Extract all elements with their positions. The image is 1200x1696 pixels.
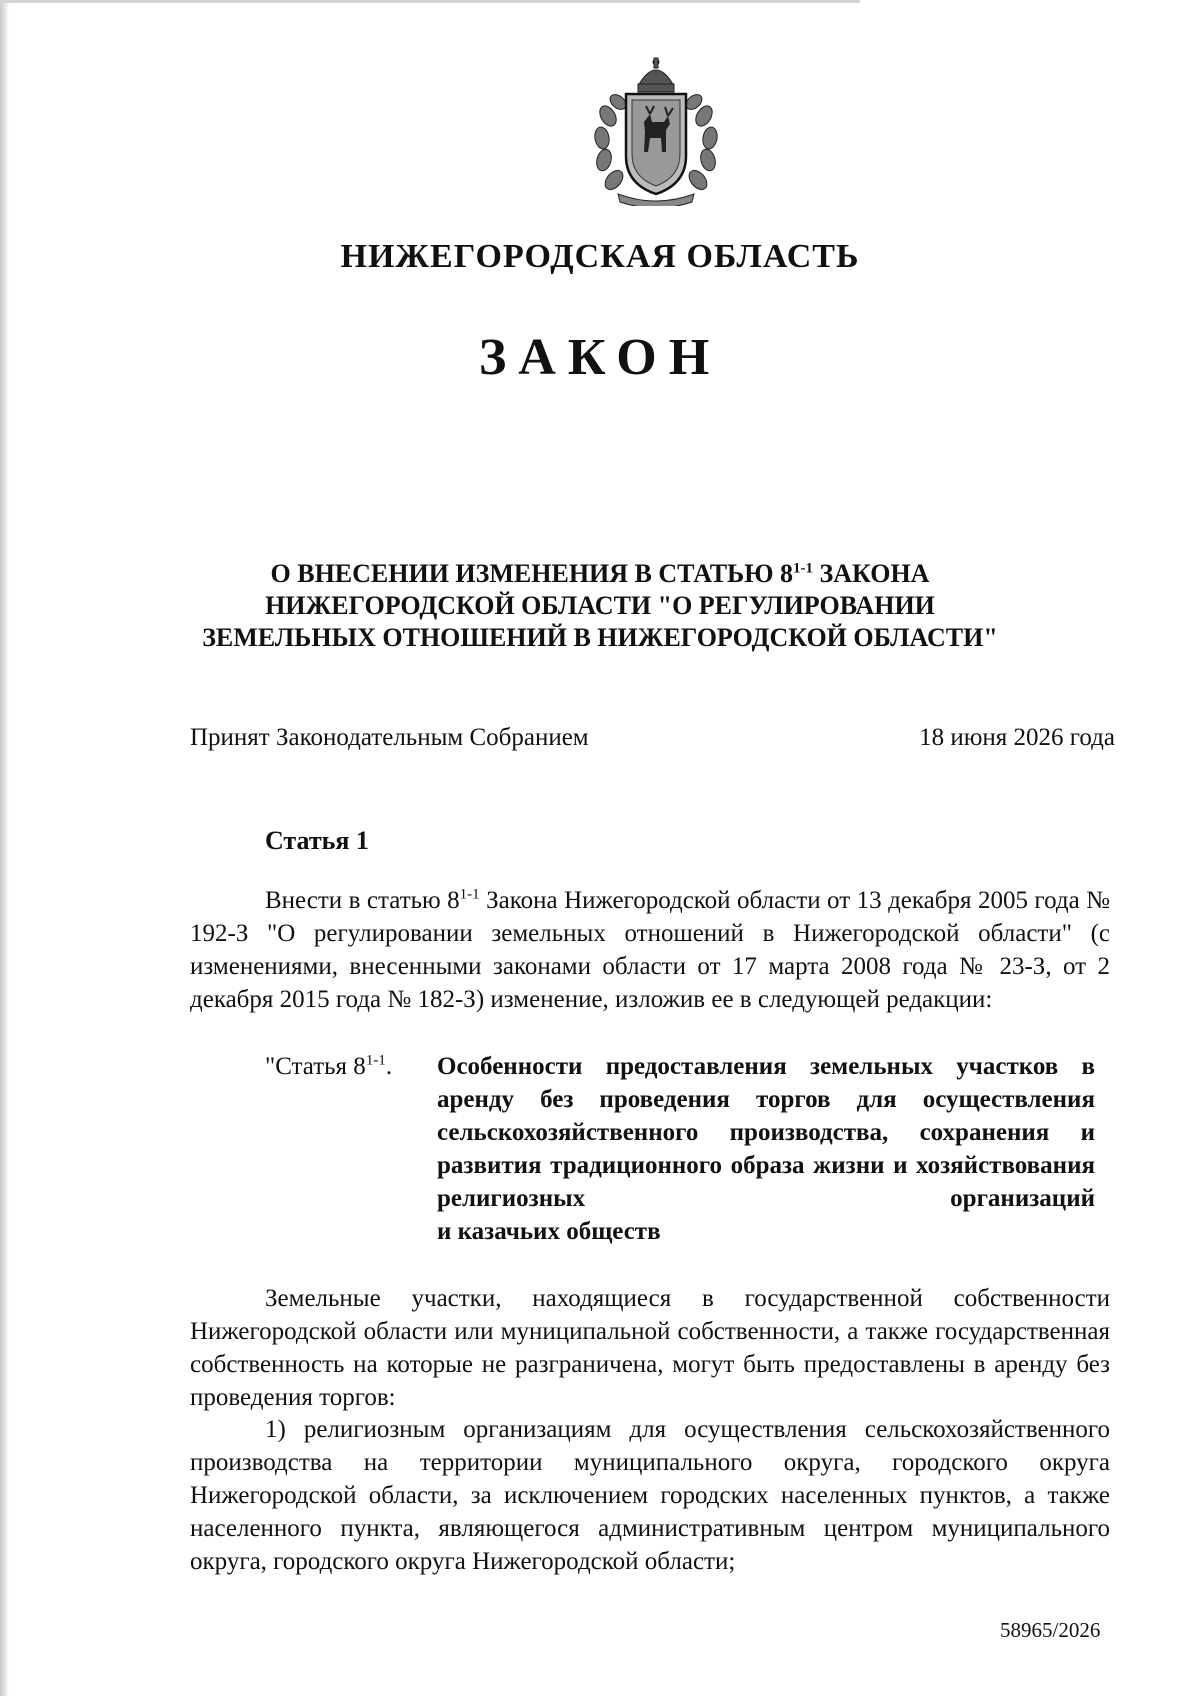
adoption-label: Принят Законодательным Собранием bbox=[190, 724, 589, 751]
law-title bbox=[150, 558, 1050, 654]
quoted-article-title-main: Особенности предоставления земельных участков в аренду без проведения торгов для осуществления сельскохозяйственного производства, сохранения и развития традиционного образа жизни и хозяйствования религиозных организаций bbox=[437, 1053, 1095, 1212]
law-title-line-1: О ВНЕСЕНИИ ИЗМЕНЕНИЯ В СТАТЬЮ 8$^{1-1}$ ЗАКОНА bbox=[270, 559, 930, 588]
quoted-article-title bbox=[437, 1050, 1095, 1248]
article-paragraph-3: 1) религиозным организациям для осуществления сельскохозяйственного производства на территории муниципального округа, городского округа Нижегородской области, за исключением городских населенных пунктов, а также населенного пункта, являющегося административным центром муниципального округа, городского округа Нижегородской области; bbox=[190, 1416, 1110, 1575]
quoted-article-heading bbox=[265, 1050, 1095, 1248]
adoption-date: 18 июня 2026 года bbox=[919, 724, 1115, 751]
region-title: НИЖЕГОРОДСКАЯ ОБЛАСТЬ bbox=[340, 238, 860, 275]
article-heading: Статья 1 bbox=[265, 826, 369, 855]
article-paragraph-1: Внести в статью 8$^{1-1}$ Закона Нижегородской области от 13 декабря 2005 года № 192-З "О регулировании земельных отношений в Нижегородской области" (с изменениями, внесенными законами области от 17 марта 2008 года № 23-З, от 2 декабря 2015 года № 182-З) изменение, изложив ее в следующей редакции: bbox=[190, 886, 1110, 1013]
document-type-title: ЗАКОН bbox=[478, 329, 722, 386]
scan-edge-top bbox=[0, 0, 860, 3]
law-title-line-3: ЗЕМЕЛЬНЫХ ОТНОШЕНИЙ В НИЖЕГОРОДСКОЙ ОБЛАСТИ" bbox=[202, 623, 998, 652]
quoted-article-title-last: и казачьих обществ bbox=[437, 1218, 661, 1245]
quoted-article-number: "Статья 8$^{1-1}$. bbox=[265, 1052, 393, 1080]
document-registration-number: 58965/2026 bbox=[1000, 1618, 1101, 1642]
coat-of-arms-emblem bbox=[588, 56, 724, 206]
law-title-line-2: НИЖЕГОРОДСКОЙ ОБЛАСТИ "О РЕГУЛИРОВАНИИ bbox=[265, 591, 935, 620]
adoption-line bbox=[190, 724, 1115, 752]
article-paragraph-2: Земельные участки, находящиеся в государственной собственности Нижегородской области или муниципальной собственности, а также государственная собственность на которые не разграничена, могут быть предоставлены в аренду без проведения торгов: bbox=[190, 1285, 1110, 1411]
